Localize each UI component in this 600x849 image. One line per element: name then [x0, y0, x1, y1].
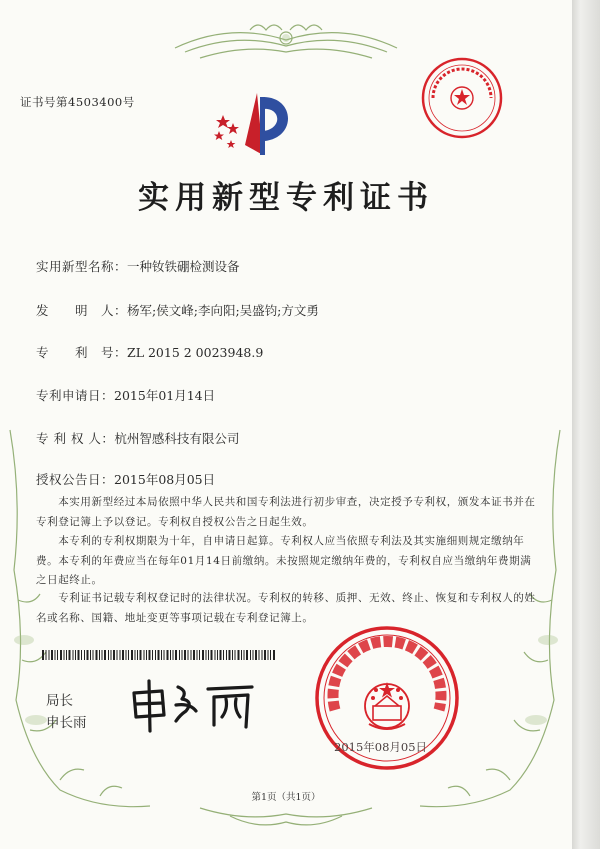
director-signature [128, 675, 260, 735]
paragraph-grant-statement: 本实用新型经过本局依照中华人民共和国专利法进行初步审查，决定授予专利权，颁发本证书并在专利登记簿上予以登记。专利权自授权公告之日起生效。 [36, 496, 536, 528]
director-title: 局长 [46, 693, 73, 709]
field-application-date [36, 386, 215, 404]
field-label: 专 利 权 人： [36, 431, 115, 446]
field-value: 一种钕铁硼检测设备 [127, 259, 240, 274]
field-label: 实用新型名称： [36, 259, 128, 274]
field-patentee [36, 429, 239, 447]
field-value: 杨军;侯文峰;李向阳;吴盛钧;方文勇 [127, 303, 319, 318]
agency-seal-icon [419, 55, 505, 141]
field-label: 发 明 人： [36, 303, 128, 318]
issue-date: 2015年08月05日 [334, 740, 428, 754]
field-value: 2015年08月05日 [114, 472, 216, 487]
field-patent-number [36, 343, 263, 361]
field-label: 授权公告日： [36, 472, 115, 487]
paragraph-legal-status: 专利证书记载专利权登记时的法律状况。专利权的转移、质押、无效、终止、恢复和专利权人的姓名或名称、国籍、地址变更等事项记载在专利登记簿上。 [36, 592, 536, 624]
field-value: ZL 2015 2 0023948.9 [127, 345, 264, 360]
certificate-number: 证书号第4503400号 [20, 95, 135, 109]
field-value: 2015年01月14日 [114, 388, 216, 403]
field-utility-model-name [36, 257, 240, 275]
patent-office-logo-icon [205, 85, 305, 165]
paper-edge [572, 0, 600, 849]
paragraph-term-fees: 本专利的专利权期限为十年，自申请日起算。专利权人应当依照专利法及其实施细则规定缴纳年费。本专利的年费应当在每年01月14日前缴纳。未按照规定缴纳年费的，专利权自应当缴纳年费期满之日起终止。 [36, 535, 532, 586]
certificate-title: 实用新型专利证书 [138, 180, 434, 216]
field-label: 专利申请日： [36, 388, 115, 403]
page-number: 第1页（共1页） [251, 792, 321, 803]
field-grant-date [36, 470, 215, 488]
field-inventors [36, 301, 319, 319]
field-value: 杭州智感科技有限公司 [114, 431, 240, 446]
director-name: 申长雨 [46, 715, 87, 731]
field-label: 专 利 号： [36, 345, 128, 360]
barcode-icon [42, 650, 276, 660]
